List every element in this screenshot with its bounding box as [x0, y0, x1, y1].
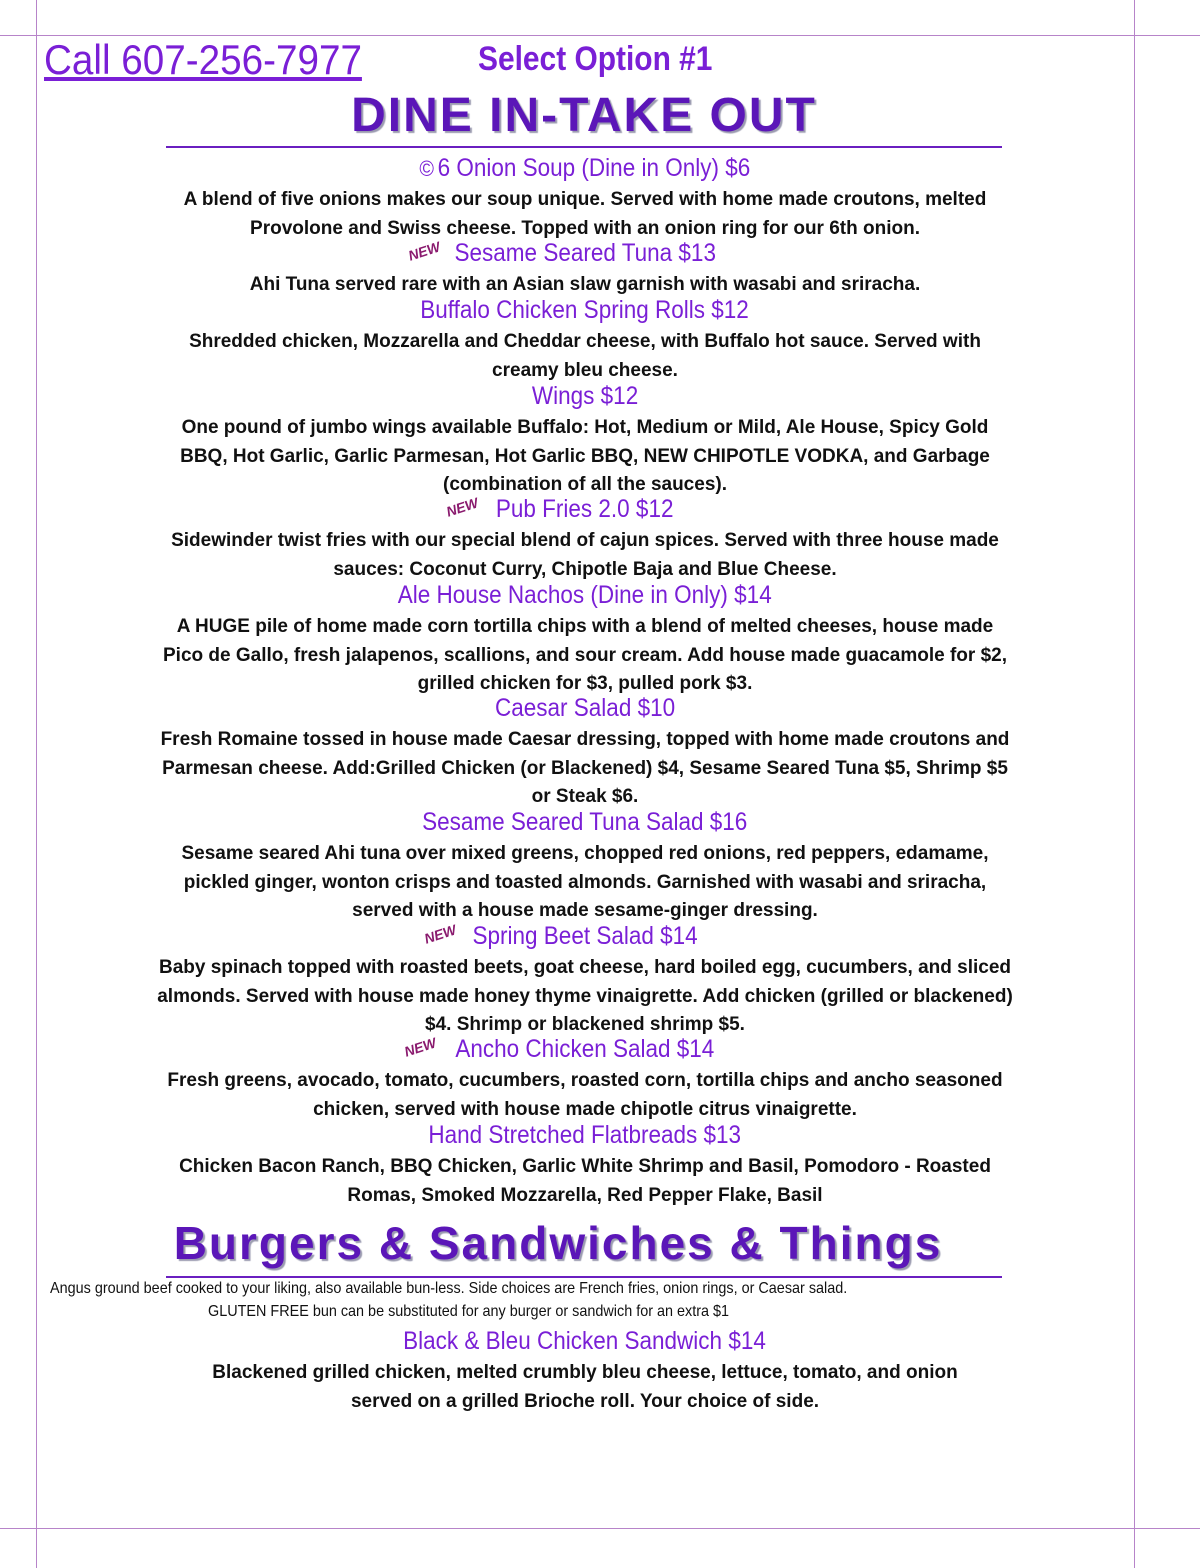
menu-item-nachos	[150, 580, 1020, 699]
menu-item-flatbreads	[150, 1120, 1020, 1210]
new-badge: NEW	[444, 494, 481, 520]
item-description: Fresh Romaine tossed in house made Caesar dressing, topped with home made croutons and Parmesan cheese. Add:Grilled Chicken (or Blackened) $4, Sesame Seared Tuna $5, Shrimp $5 or Steak $6.	[160, 729, 1010, 807]
menu-item-buffalo-spring-rolls	[150, 295, 1020, 385]
item-title: Sesame Seared Tuna Salad $16	[422, 808, 748, 836]
menu-item-spring-beet-salad	[150, 921, 1020, 1040]
item-description: Blackened grilled chicken, melted crumbly bleu cheese, lettuce, tomato, and onion served on a grilled Brioche roll. Your choice of side.	[212, 1362, 958, 1412]
menu-item-caesar-salad	[150, 693, 1020, 812]
item-description: A HUGE pile of home made corn tortilla chips with a blend of melted cheeses, house made Pico de Gallo, fresh jalapenos, scallions, and sour cream. Add house made guacamole for $2, grilled chicken for $3, pulled pork $3.	[163, 616, 1007, 694]
crop-mark-bottom	[0, 1528, 1200, 1529]
menu-item-ancho-chicken-salad	[150, 1034, 1020, 1124]
title-rule	[166, 146, 1002, 148]
menu-item-tuna-salad	[150, 807, 1020, 926]
item-description: Baby spinach topped with roasted beets, goat cheese, hard boiled egg, cucumbers, and sliced almonds. Served with house made honey thyme vinaigrette. Add chicken (grilled or blackened) $4. Shrimp or blackened shrimp $5.	[157, 957, 1013, 1035]
item-title: Ale House Nachos (Dine in Only) $14	[398, 581, 772, 609]
item-description: Shredded chicken, Mozzarella and Cheddar cheese, with Buffalo hot sauce. Served with creamy bleu cheese.	[189, 331, 981, 381]
item-title: Black & Bleu Chicken Sandwich $14	[403, 1327, 767, 1355]
new-badge: NEW	[402, 1034, 439, 1060]
new-badge: NEW	[422, 921, 459, 947]
item-description: Chicken Bacon Ranch, BBQ Chicken, Garlic White Shrimp and Basil, Pomodoro - Roasted Romas, Smoked Mozzarella, Red Pepper Flake, Basil	[179, 1156, 991, 1206]
item-title: 6 Onion Soup (Dine in Only) $6	[437, 154, 751, 182]
menu-item-sesame-seared-tuna	[150, 238, 1020, 300]
item-title: Caesar Salad $10	[494, 694, 676, 722]
item-title: Spring Beet Salad $14	[472, 922, 698, 950]
section-title-burgers: Burgers & Sandwiches & Things	[173, 1217, 943, 1269]
copyright-icon: ©	[419, 156, 435, 181]
burgers-note-angus: Angus ground beef cooked to your liking, also available bun-less. Side choices are French fries, onion rings, or Caesar salad.	[50, 1280, 848, 1297]
phone-number[interactable]: Call 607-256-7977	[44, 36, 362, 83]
crop-mark-right	[1134, 0, 1135, 1568]
item-title: Sesame Seared Tuna $13	[454, 239, 716, 267]
new-badge: NEW	[406, 238, 443, 264]
item-title: Wings $12	[531, 382, 639, 410]
item-description: A blend of five onions makes our soup unique. Served with home made croutons, melted Provolone and Swiss cheese. Topped with an onion ring for our 6th onion.	[183, 189, 987, 239]
item-description: Sesame seared Ahi tuna over mixed greens, chopped red onions, red peppers, edamame, pickled ginger, wonton crisps and toasted almonds. Garnished with wasabi and sriracha, served with a house made sesame-ginger dressing.	[181, 843, 989, 921]
menu-item-black-bleu-chicken	[150, 1326, 1020, 1416]
item-title: Pub Fries 2.0 $12	[496, 495, 674, 523]
item-description: Sidewinder twist fries with our special blend of cajun spices. Served with three house made sauces: Coconut Curry, Chipotle Baja and Blue Cheese.	[171, 530, 999, 580]
menu-item-wings	[150, 381, 1020, 500]
menu-item-onion-soup	[150, 153, 1020, 243]
crop-mark-left	[36, 0, 37, 1568]
menu-item-pub-fries	[150, 494, 1020, 584]
burgers-note-gluten-free: GLUTEN FREE bun can be substituted for any burger or sandwich for an extra $1	[208, 1303, 730, 1320]
select-option: Select Option #1	[478, 40, 713, 78]
item-description: Ahi Tuna served rare with an Asian slaw garnish with wasabi and sriracha.	[249, 274, 921, 295]
item-title: Buffalo Chicken Spring Rolls $12	[420, 296, 750, 324]
item-description: One pound of jumbo wings available Buffalo: Hot, Medium or Mild, Ale House, Spicy Gold BBQ, Hot Garlic, Garlic Parmesan, Hot Garlic BBQ, NEW CHIPOTLE VODKA, and Garbage (combination of all the sauces).	[180, 417, 990, 495]
item-title: Ancho Chicken Salad $14	[455, 1035, 715, 1063]
item-description: Fresh greens, avocado, tomato, cucumbers, roasted corn, tortilla chips and ancho seasoned chicken, served with house made chipotle citrus vinaigrette.	[167, 1070, 1003, 1120]
item-title: Hand Stretched Flatbreads $13	[428, 1121, 742, 1149]
section-title-dine-in-take-out: DINE IN-TAKE OUT	[351, 89, 817, 142]
burgers-rule	[166, 1276, 1002, 1278]
